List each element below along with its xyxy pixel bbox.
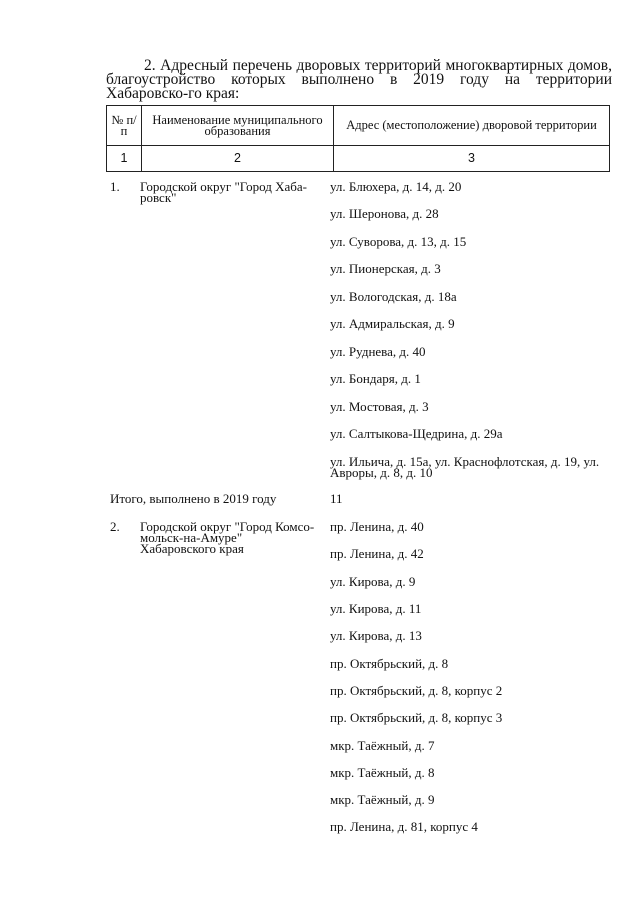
address-item: ул. Ильича, д. 15а, ул. Краснофлотская, д. 19, ул. Авроры, д. 8, д. 10 xyxy=(330,454,600,480)
address-item: ул. Вологодская, д. 18а xyxy=(330,289,457,304)
address-item: мкр. Таёжный, д. 7 xyxy=(330,738,435,753)
address-item: пр. Октябрьский, д. 8, корпус 3 xyxy=(330,710,503,725)
header-address: Адрес (местоположение) дворовой территории xyxy=(334,106,610,146)
address-item: пр. Ленина, д. 40 xyxy=(330,519,424,534)
address-item: ул. Адмиральская, д. 9 xyxy=(330,316,455,331)
document-heading: 2. Адресный перечень дворовых территорий многоквартирных домов, благоустройство которых выполнено в 2019 году на территории Хабаровско-го края: xyxy=(106,57,612,102)
address-item: ул. Салтыкова-Щедрина, д. 29а xyxy=(330,426,503,441)
address-item: ул. Пионерская, д. 3 xyxy=(330,261,441,276)
header-number: № п/п xyxy=(107,106,142,146)
header-col-index-1: 1 xyxy=(107,146,142,172)
address-item: ул. Кирова, д. 11 xyxy=(330,601,422,616)
table-header xyxy=(106,105,610,172)
header-col-index-2: 2 xyxy=(142,146,334,172)
group-number: 1. xyxy=(110,179,120,194)
address-item: пр. Октябрьский, д. 8, корпус 2 xyxy=(330,683,503,698)
header-col-index-3: 3 xyxy=(334,146,610,172)
address-item: ул. Бондаря, д. 1 xyxy=(330,371,421,386)
address-item: ул. Кирова, д. 13 xyxy=(330,628,422,643)
address-item: ул. Кирова, д. 9 xyxy=(330,574,416,589)
address-item: мкр. Таёжный, д. 8 xyxy=(330,765,435,780)
municipality-name: Городской округ "Город Комсо-мольск-на-Амуре" Хабаровского края xyxy=(140,519,315,556)
header-municipality: Наименование муниципального образования xyxy=(142,106,334,146)
address-item: пр. Октябрьский, д. 8 xyxy=(330,656,449,671)
group-number: 2. xyxy=(110,519,120,534)
address-item: ул. Блюхера, д. 14, д. 20 xyxy=(330,179,462,194)
address-item: ул. Мостовая, д. 3 xyxy=(330,399,429,414)
municipality-name: Городской округ "Город Хаба-ровск" xyxy=(140,179,308,205)
address-item: пр. Ленина, д. 42 xyxy=(330,546,424,561)
address-item: ул. Суворова, д. 13, д. 15 xyxy=(330,234,467,249)
address-item: пр. Ленина, д. 81, корпус 4 xyxy=(330,819,478,834)
address-item: ул. Шеронова, д. 28 xyxy=(330,206,439,221)
address-item: мкр. Таёжный, д. 9 xyxy=(330,792,435,807)
address-item: ул. Руднева, д. 40 xyxy=(330,344,426,359)
total-label: Итого, выполнено в 2019 году xyxy=(110,491,277,506)
total-value: 11 xyxy=(330,491,343,506)
